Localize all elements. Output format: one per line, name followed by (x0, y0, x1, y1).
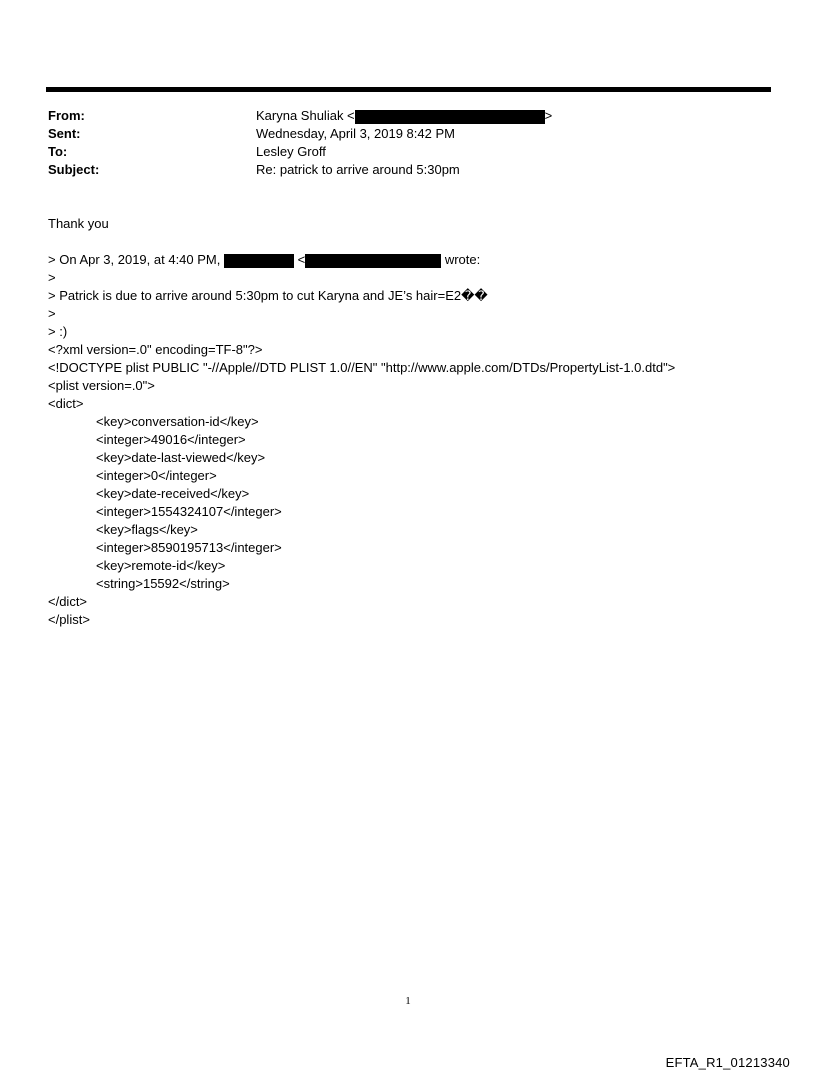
header-rule (46, 87, 771, 92)
xml-line: </plist> (48, 612, 90, 627)
dict-line: <key>date-received</key> (96, 486, 250, 501)
from-close: > (544, 108, 553, 123)
xml-line: </dict> (48, 594, 88, 609)
redaction-box (305, 254, 441, 268)
quote-intro-wrote: wrote: (444, 252, 481, 267)
quote-line: > Patrick is due to arrive around 5:30pm to cut Karyna and JE’s hair=E2�� (48, 288, 488, 303)
to-label: To: (48, 144, 68, 159)
to-value: Lesley Groff (256, 144, 326, 159)
dict-line: <integer>1554324107</integer> (96, 504, 282, 519)
dict-line: <integer>8590195713</integer> (96, 540, 282, 555)
sent-label: Sent: (48, 126, 81, 141)
xml-line: <dict> (48, 396, 84, 411)
dict-line: <integer>0</integer> (96, 468, 217, 483)
redaction-box (224, 254, 294, 268)
dict-line: <key>flags</key> (96, 522, 198, 537)
page-number: 1 (405, 995, 411, 1007)
quote-intro-text: > On Apr 3, 2019, at 4:40 PM, (48, 252, 221, 267)
from-label: From: (48, 108, 85, 123)
redaction-box (355, 110, 545, 124)
quote-intro-bracket: < (297, 252, 306, 267)
subject-label: Subject: (48, 162, 100, 177)
dict-line: <integer>49016</integer> (96, 432, 246, 447)
quote-intro (48, 251, 480, 269)
xml-line: <!DOCTYPE plist PUBLIC "-//Apple//DTD PLIST 1.0//EN" "http://www.apple.com/DTDs/PropertyList-1.0.dtd"> (48, 360, 676, 375)
dict-line: <string>15592</string> (96, 576, 230, 591)
sent-value: Wednesday, April 3, 2019 8:42 PM (256, 126, 455, 141)
bates-number: EFTA_R1_01213340 (665, 1055, 790, 1070)
quote-line: > (48, 306, 56, 321)
subject-value: Re: patrick to arrive around 5:30pm (256, 162, 460, 177)
quote-line: > :) (48, 324, 68, 339)
from-value (256, 107, 552, 125)
xml-line: <?xml version=.0" encoding=TF-8"?> (48, 342, 263, 357)
dict-line: <key>conversation-id</key> (96, 414, 259, 429)
from-name: Karyna Shuliak < (256, 108, 355, 123)
quote-line: > (48, 270, 56, 285)
body-thanks: Thank you (48, 216, 109, 231)
dict-line: <key>remote-id</key> (96, 558, 226, 573)
dict-line: <key>date-last-viewed</key> (96, 450, 266, 465)
xml-line: <plist version=.0"> (48, 378, 155, 393)
